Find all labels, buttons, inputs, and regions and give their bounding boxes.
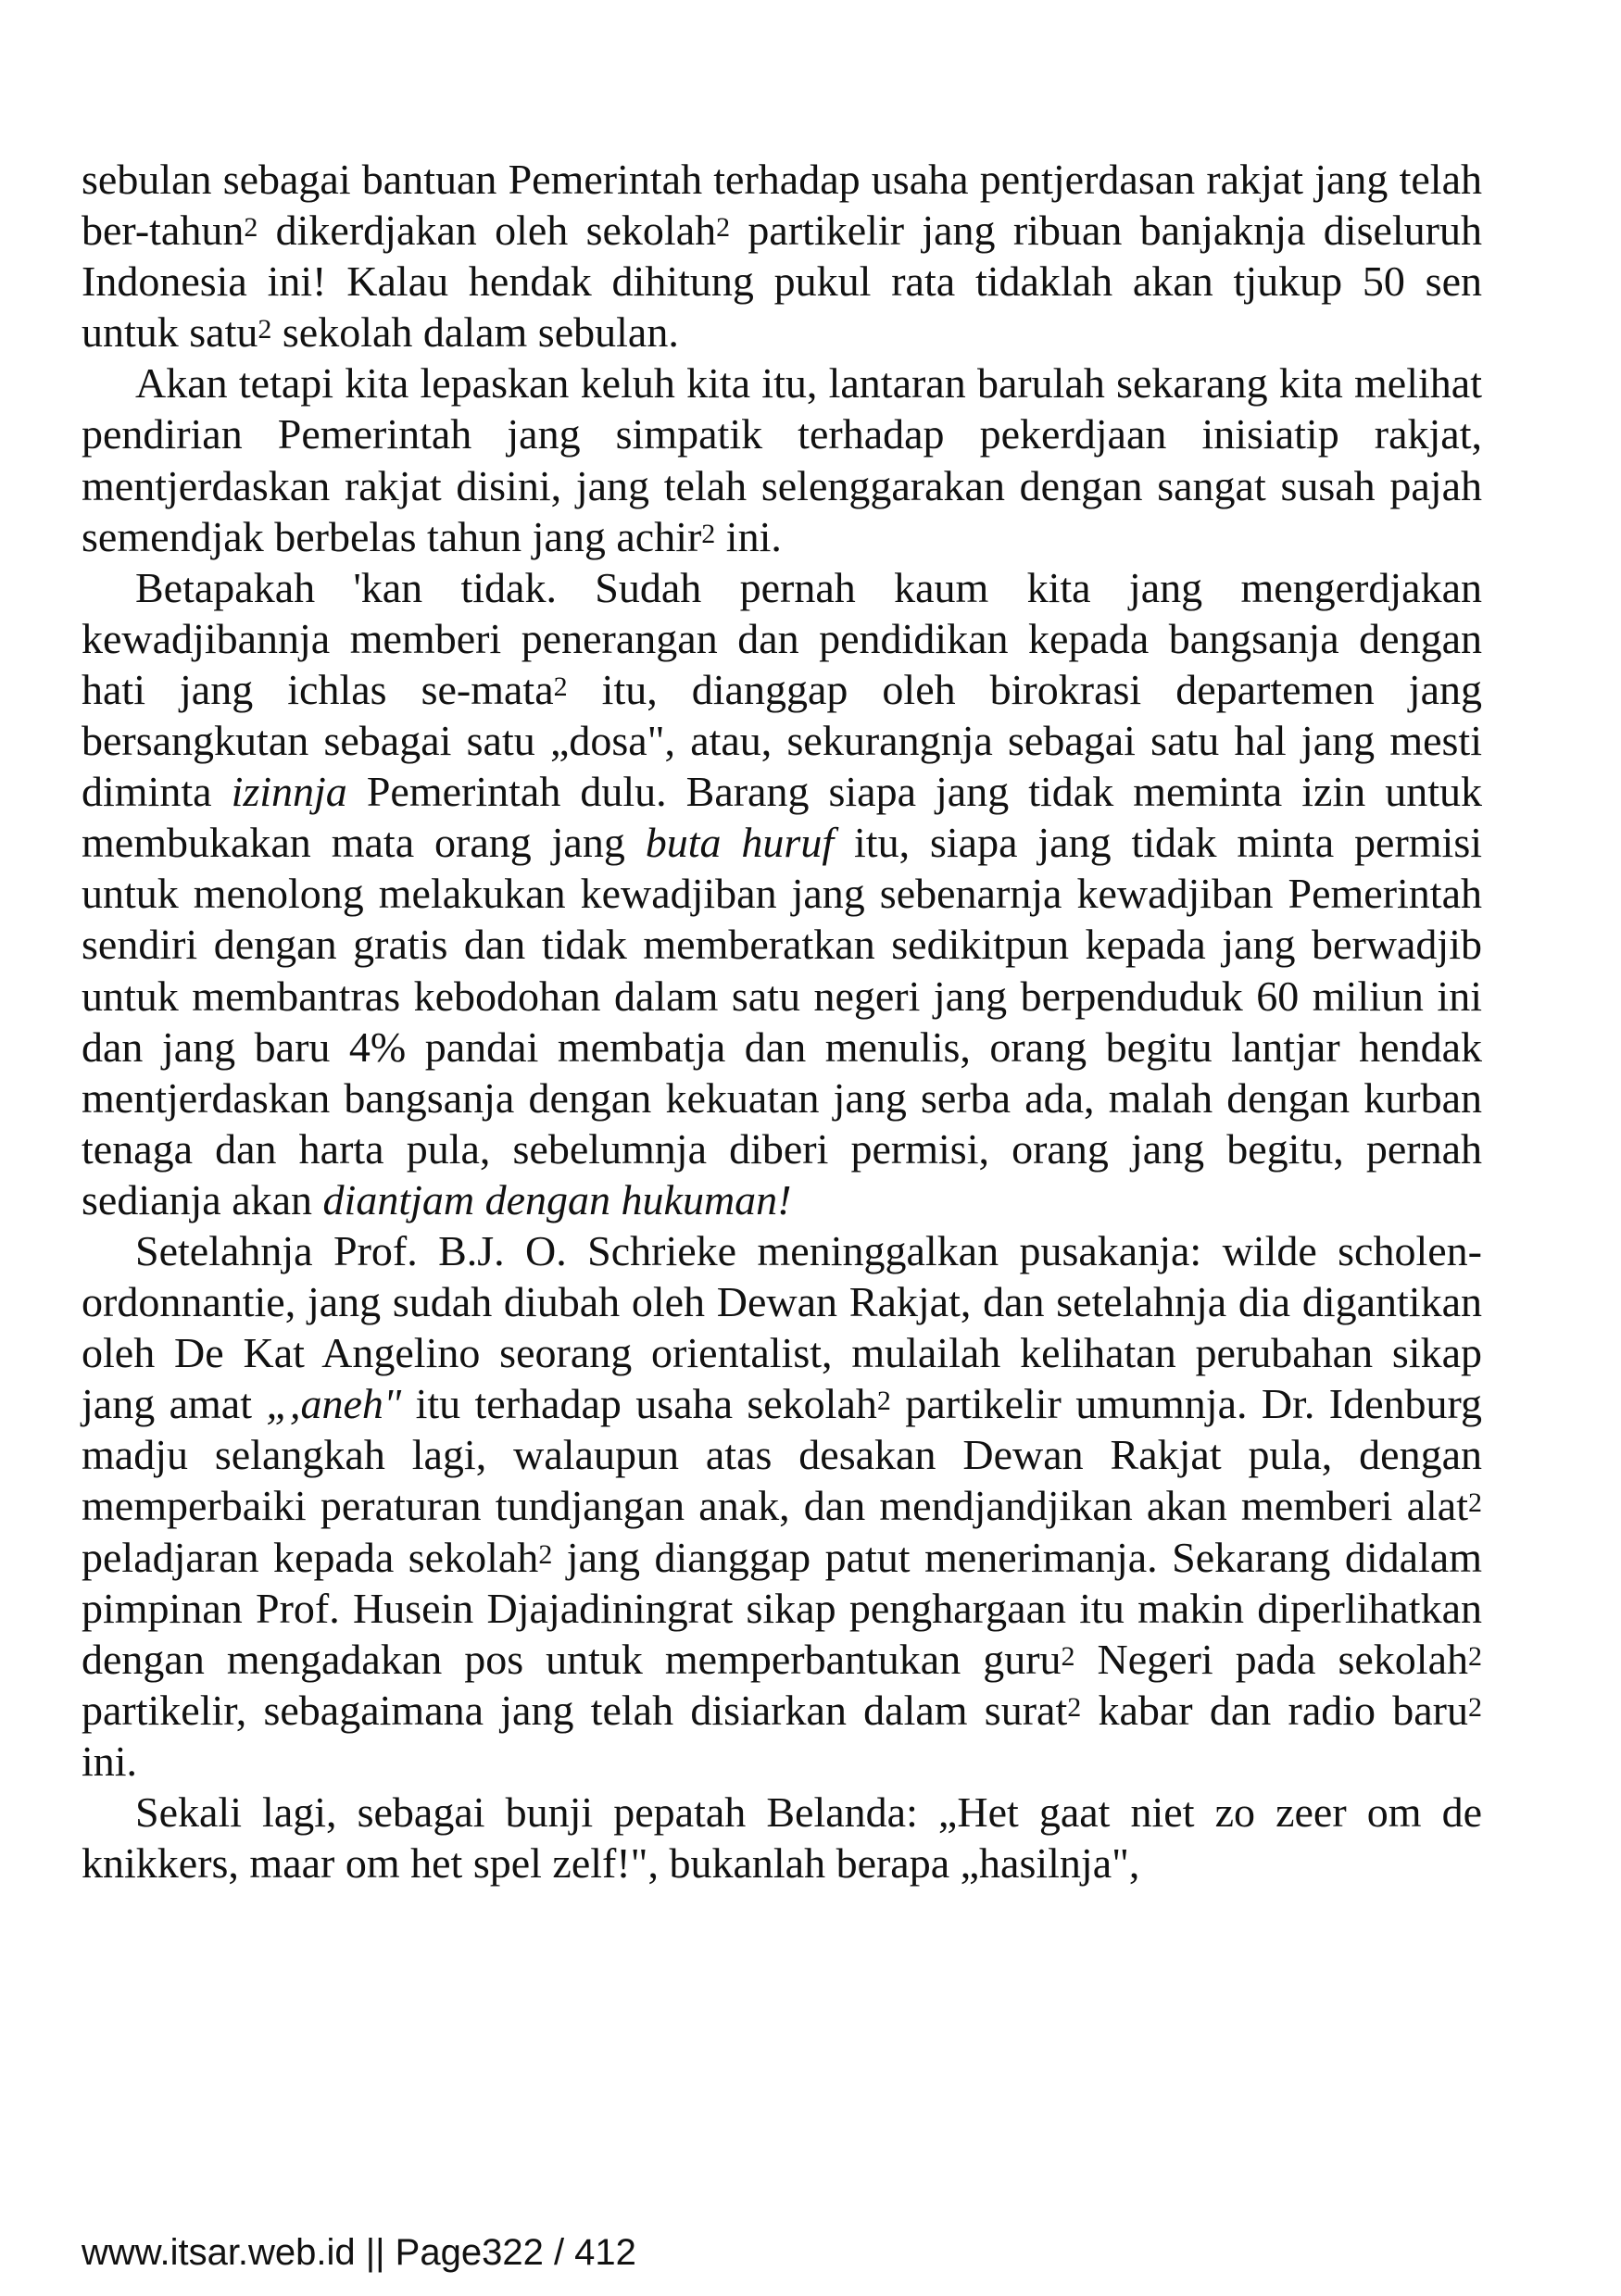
italic-text: buta huruf xyxy=(645,819,835,867)
text-run: partikelir jang ribuan banjaknja diseluruh Indonesia ini! Kalau hendak dihitung pukul rata tidaklah akan tjukup 50 sen untuk satu xyxy=(82,207,1482,357)
paragraph-2 xyxy=(82,358,1482,561)
text-run: partikelir umumnja. Dr. Idenburg madju selangkah lagi, walaupun atas desakan Dewan Rakjat pula, dengan memperbaiki peraturan tundjangan anak, dan mendjandjikan akan memberi alat xyxy=(82,1380,1482,1530)
superscript-reduplication-mark: 2 xyxy=(701,518,716,549)
text-run: Negeri pada sekolah xyxy=(1074,1635,1468,1683)
text-run: Pemerintah dulu. Barang siapa jang tidak meminta izin untuk membukakan mata orang jang xyxy=(82,768,1482,867)
text-run: peladjaran kepada sekolah xyxy=(82,1533,539,1581)
paragraph-5 xyxy=(82,1787,1482,1888)
text-run: itu, dianggap oleh birokrasi departemen jang bersangkutan sebagai satu „dosa", atau, sekurangnja sebagai satu hal jang mesti diminta xyxy=(82,665,1482,816)
text-run: ini. xyxy=(82,1737,138,1785)
superscript-reduplication-mark: 2 xyxy=(1061,1640,1075,1672)
italic-text: „,aneh" xyxy=(266,1380,402,1428)
superscript-reduplication-mark: 2 xyxy=(1468,1487,1482,1519)
superscript-reduplication-mark: 2 xyxy=(876,1386,891,1417)
text-run: partikelir, sebagaimana jang telah disiarkan dalam surat xyxy=(82,1686,1068,1734)
text-run: Setelahnja Prof. B.J. O. Schrieke meninggalkan pusakanja: wilde scholen-ordonnantie, jang sudah diubah oleh Dewan Rakjat, dan setelahnja dia digantikan oleh De Kat Angelino seorang orientalist, mulailah kelihatan perubahan sikap jang amat xyxy=(82,1226,1482,1428)
text-run: kabar dan radio baru xyxy=(1081,1686,1468,1734)
superscript-reduplication-mark: 2 xyxy=(1067,1691,1082,1723)
superscript-reduplication-mark: 2 xyxy=(258,314,272,345)
superscript-reduplication-mark: 2 xyxy=(244,212,258,244)
paragraph-3 xyxy=(82,562,1482,1225)
superscript-reduplication-mark: 2 xyxy=(553,671,568,702)
text-run: itu, siapa jang tidak minta permisi untuk menolong melakukan kewadjiban jang sebenarnja kewadjiban Pemerintah sendiri dengan gratis dan tidak memberatkan sedikitpun kepada jang berwadjib untuk membantras kebodohan dalam satu negeri jang berpenduduk 60 miliun ini dan jang baru 4% pandai membatja dan menulis, orang begitu lantjar hendak mentjerdaskan bangsanja dengan kekuatan jang serba ada, malah dengan kurban tenaga dan harta pula, sebelumnja diberi permisi, orang jang begitu, pernah sedianja akan xyxy=(82,819,1483,1223)
text-run: sebulan sebagai bantuan Pemerintah terhadap usaha pentjerdasan rakjat jang telah ber-tahun xyxy=(82,156,1482,255)
page-footer: www.itsar.web.id || Page322 / 412 xyxy=(82,2232,636,2273)
superscript-reduplication-mark: 2 xyxy=(1468,1640,1482,1672)
superscript-reduplication-mark: 2 xyxy=(538,1538,553,1570)
paragraph-1 xyxy=(82,154,1482,358)
italic-text: diantjam dengan hukuman! xyxy=(322,1175,792,1223)
text-run: dikerdjakan oleh sekolah xyxy=(258,207,717,255)
text-run: Akan tetapi kita lepaskan keluh kita itu, lantaran barulah sekarang kita melihat pendirian Pemerintah jang simpatik terhadap pekerdjaan inisiatip rakjat, mentjerdaskan rakjat disini, jang telah selenggarakan dengan sangat susah pajah semendjak berbelas tahun jang achir xyxy=(82,359,1482,560)
page-body xyxy=(82,154,1482,1888)
text-run: jang dianggap patut menerimanja. Sekarang didalam pimpinan Prof. Husein Djajadiningrat sikap penghargaan itu makin diperlihatkan dengan mengadakan pos untuk memperbantukan guru xyxy=(82,1533,1482,1683)
text-run: sekolah dalam sebulan. xyxy=(271,308,679,357)
text-run: Sekali lagi, sebagai bunji pepatah Belanda: „Het gaat niet zo zeer om de knikkers, maar om het spel zelf!", bukanlah berapa „hasilnja", xyxy=(82,1788,1482,1888)
text-run: itu terhadap usaha sekolah xyxy=(401,1380,877,1428)
italic-text: izinnja xyxy=(231,768,347,816)
superscript-reduplication-mark: 2 xyxy=(716,212,731,244)
text-run: Betapakah 'kan tidak. Sudah pernah kaum kita jang mengerdjakan kewadjibannja memberi penerangan dan pendidikan kepada bangsanja dengan hati jang ichlas se-mata xyxy=(82,563,1482,713)
text-run: ini. xyxy=(715,512,782,560)
paragraph-4 xyxy=(82,1225,1482,1787)
superscript-reduplication-mark: 2 xyxy=(1468,1691,1482,1723)
